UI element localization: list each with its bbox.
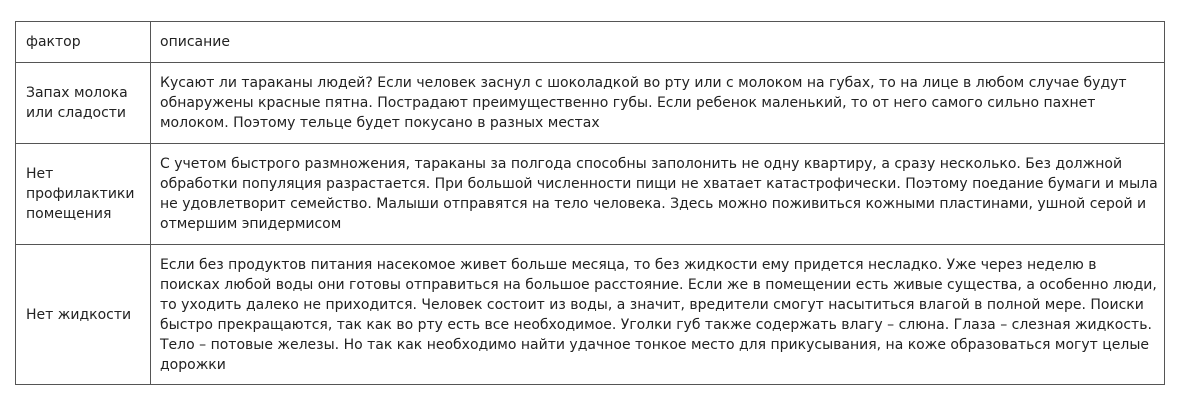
description-cell: Кусают ли тараканы людей? Если человек заснул с шоколадкой во рту или с молоком на губах, то на лице в любом случае будут обнаружены красные пятна. Пострадают преимущественно губы. Если ребенок маленький, то от него самого сильно пахнет молоком. Поэтому тельце будет покусано в разных местах <box>151 63 1165 144</box>
table-row <box>16 245 1165 385</box>
table-row <box>16 63 1165 144</box>
description-cell: С учетом быстрого размножения, тараканы за полгода способны заполонить не одну квартиру, а сразу несколько. Без должной обработки популяция разрастается. При большой численности пищи не хватает катастрофически. Поэтому поедание бумаги и мыла не удовлетворит семейство. Малыши отправятся на тело человека. Здесь можно поживиться кожными пластинами, ушной серой и отмершим эпидермисом <box>151 144 1165 245</box>
factor-table <box>15 21 1165 385</box>
header-factor-cell: фактор <box>16 22 151 63</box>
header-description-cell: описание <box>151 22 1165 63</box>
factor-cell: Нет жидкости <box>16 245 151 385</box>
factor-cell: Запах молока или сладости <box>16 63 151 144</box>
description-cell: Если без продуктов питания насекомое живет больше месяца, то без жидкости ему придется несладко. Уже через неделю в поисках любой воды они готовы отправиться на большое расстояние. Если же в помещении есть живые существа, а особенно люди, то уходить далеко не приходится. Человек состоит из воды, а значит, вредители смогут насытиться влагой в полной мере. Поиски быстро прекращаются, так как во рту есть все необходимое. Уголки губ также содержать влагу – слюна. Глаза – слезная жидкость. Тело – потовые железы. Но так как необходимо найти удачное тонкое место для прикусывания, на коже образоваться могут целые дорожки <box>151 245 1165 385</box>
table-row <box>16 144 1165 245</box>
table-header-row <box>16 22 1165 63</box>
factor-cell: Нет профилактики помещения <box>16 144 151 245</box>
